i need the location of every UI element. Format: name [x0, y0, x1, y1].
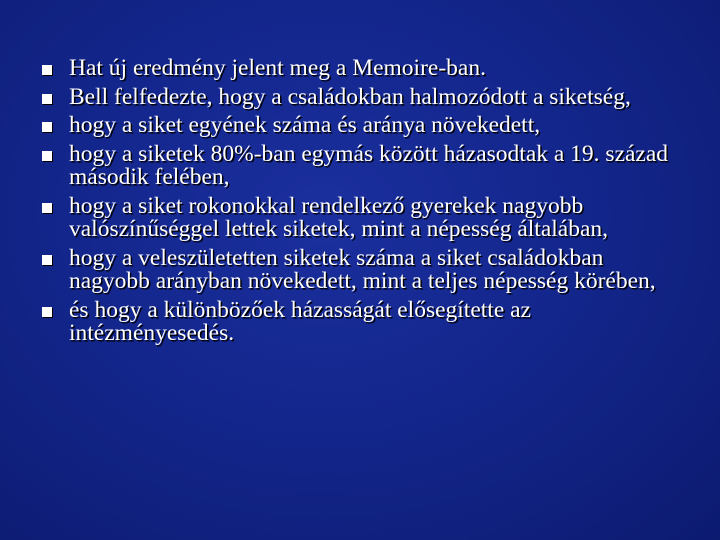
bullet-text: hogy a veleszületetten siketek száma a siket családokban nagyobb arányban növekedett, mint a teljes népesség körében,	[69, 244, 656, 294]
square-bullet-icon	[42, 151, 52, 161]
square-bullet-icon	[42, 307, 52, 317]
bullet-item	[40, 83, 680, 110]
bullet-item	[40, 57, 680, 81]
bullet-text: Hat új eredmény jelent meg a Memoire-ban.	[69, 55, 486, 81]
bullet-text: hogy a siketek 80%-ban egymás között házasodtak a 19. század második felében,	[69, 140, 669, 190]
bullet-text: hogy a siket egyének száma és aránya növekedett,	[69, 112, 541, 138]
bullet-text: hogy a siket rokonokkal rendelkező gyerekek nagyobb valószínűséggel lettek siketek, mint a népesség általában,	[69, 192, 609, 242]
square-bullet-icon	[42, 94, 52, 104]
square-bullet-icon	[42, 65, 52, 75]
bullet-text: Bell felfedezte, hogy a családokban halmozódott a siketség,	[69, 83, 631, 110]
square-bullet-icon	[42, 122, 52, 132]
bullet-text: és hogy a különbözőek házasságát elősegítette az intézményesedés.	[69, 296, 531, 346]
square-bullet-icon	[42, 203, 52, 213]
bullet-item	[40, 192, 680, 242]
bullet-item	[40, 244, 680, 294]
bullet-item	[40, 296, 680, 346]
bullet-item	[40, 114, 680, 138]
bullet-list	[40, 57, 680, 351]
square-bullet-icon	[42, 255, 52, 265]
bullet-item	[40, 140, 680, 190]
